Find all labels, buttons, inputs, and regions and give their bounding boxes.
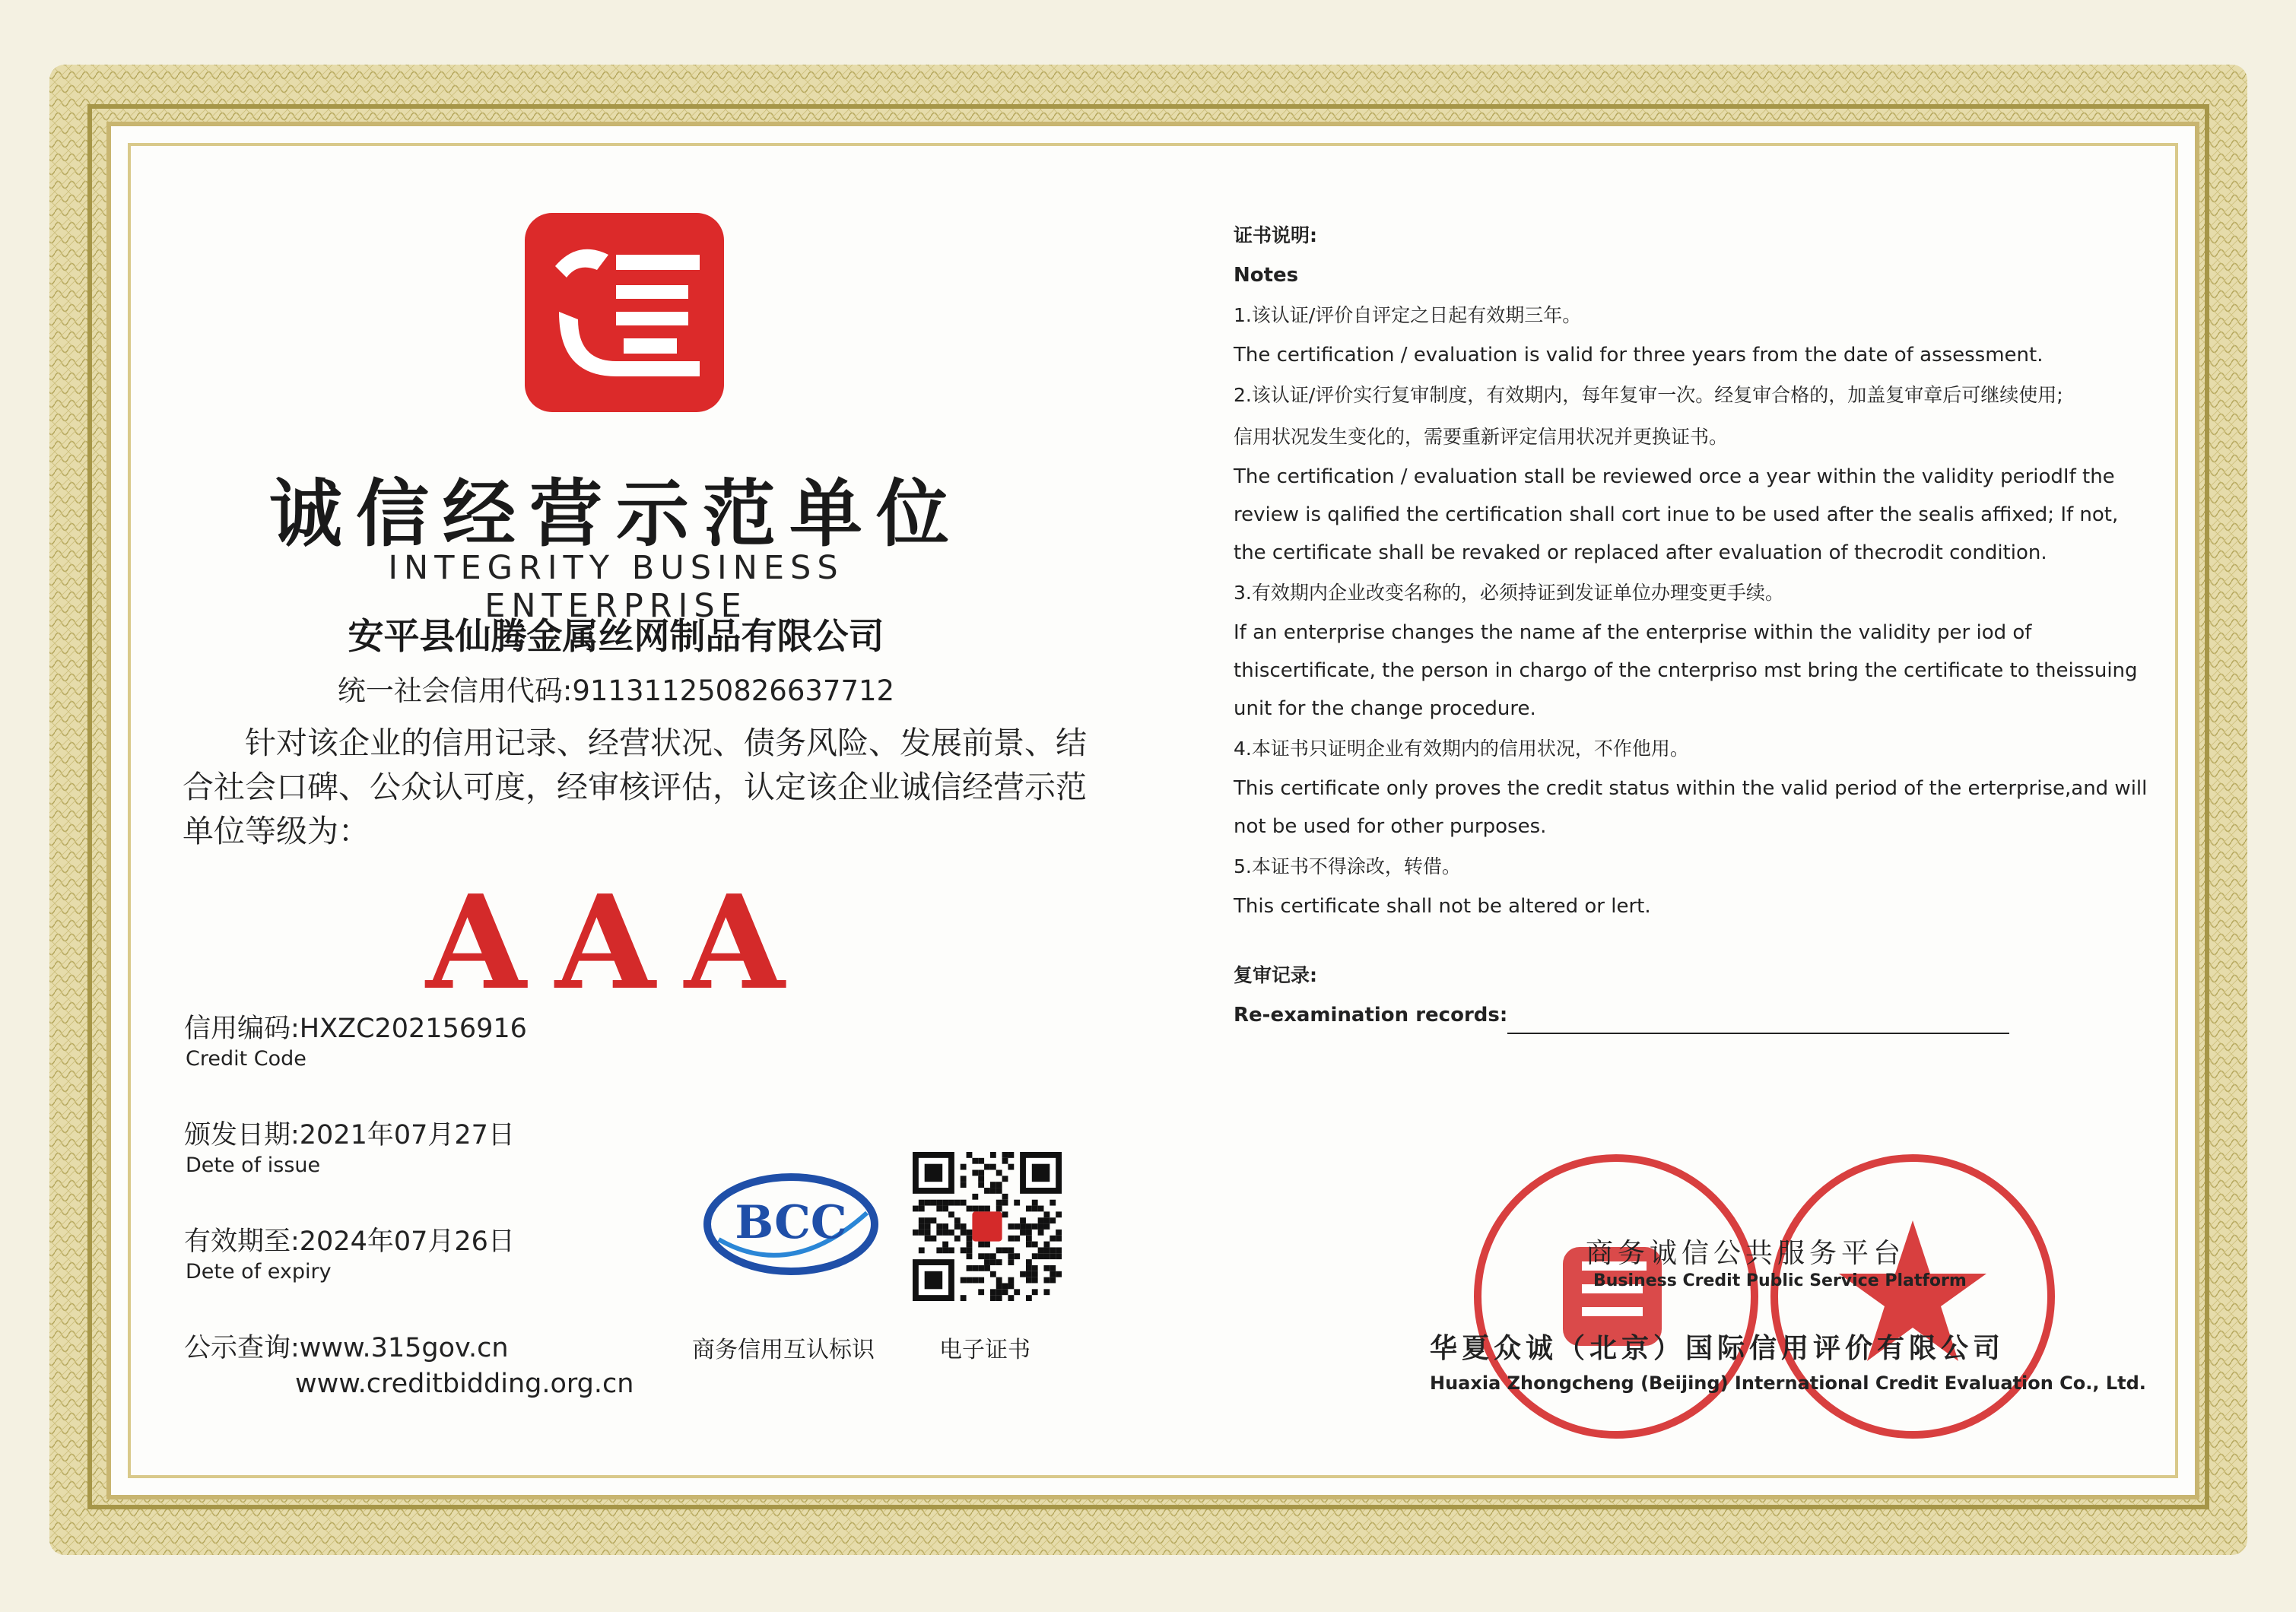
issuer-seal-icon bbox=[1764, 1148, 2061, 1445]
notes-heading-en: Notes bbox=[1234, 264, 1299, 287]
issuer-name-cn: 华夏众诚（北京）国际信用评价有限公司 bbox=[1430, 1333, 2005, 1364]
credit-grade: AAA bbox=[426, 867, 814, 1019]
note-2-en-a: The certification / evaluation stall be reviewed orce a year within the validity periodIf the bbox=[1234, 465, 2115, 488]
query-site-1: 公示查询:www.315gov.cn bbox=[184, 1333, 509, 1363]
reexam-heading-en: Re-examination records: bbox=[1234, 1004, 1508, 1027]
expiry-date-value: 有效期至:2024年07月26日 bbox=[184, 1226, 515, 1257]
note-2-cn-a: 2.该认证/评价实行复审制度，有效期内，每年复审一次。经复审合格的，加盖复审章后可继续使用; bbox=[1234, 384, 2063, 406]
note-1-cn: 1.该认证/评价自评定之日起有效期三年。 bbox=[1234, 304, 1582, 326]
note-3-cn: 3.有效期内企业改变名称的，必须持证到发证单位办理变更手续。 bbox=[1234, 582, 1784, 604]
reexam-heading-cn: 复审记录: bbox=[1234, 964, 1317, 986]
issue-date-value: 颁发日期:2021年07月27日 bbox=[184, 1120, 515, 1150]
bcc-logo-text: BCC bbox=[735, 1196, 847, 1249]
issue-date-label-en: Dete of issue bbox=[186, 1153, 321, 1177]
certificate-title-cn: 诚信经营示范单位 bbox=[269, 471, 963, 557]
credit-logo-icon bbox=[525, 213, 724, 412]
note-3-en-c: unit for the change procedure. bbox=[1234, 697, 1536, 720]
note-2-en-b: review is qalified the certification shall cort inue to be used after the sealis affixed; If not, bbox=[1234, 503, 2119, 526]
note-3-en-b: thiscertificate, the person in chargo of the cnterpriso mst bring the certificate to theissuing bbox=[1234, 659, 2138, 682]
notes-heading-cn: 证书说明: bbox=[1234, 224, 1317, 246]
credit-code-value: 信用编码:HXZC202156916 bbox=[184, 1014, 527, 1044]
reexam-line-row bbox=[1234, 996, 2131, 1034]
note-1-en: The certification / evaluation is valid for three years from the date of assessment. bbox=[1234, 344, 2044, 367]
query-site-2: www.creditbidding.org.cn bbox=[295, 1369, 634, 1399]
note-5-cn: 5.本证书不得涂改，转借。 bbox=[1234, 855, 1461, 877]
note-2-cn-b: 信用状况发生变化的，需要重新评定信用状况并更换证书。 bbox=[1234, 426, 1729, 448]
company-name: 安平县仙腾金属丝网制品有限公司 bbox=[348, 616, 884, 658]
note-4-cn: 4.本证书只证明企业有效期内的信用状况，不作他用。 bbox=[1234, 738, 1689, 760]
note-2-en-c: the certificate shall be revaked or replaced after evaluation of thecrodit condition. bbox=[1234, 541, 2047, 564]
qr-code-icon bbox=[913, 1152, 1062, 1301]
bcc-logo-icon bbox=[703, 1167, 878, 1281]
qr-caption: 电子证书 bbox=[939, 1337, 1031, 1363]
platform-seal-icon bbox=[1468, 1148, 1764, 1445]
bcc-caption: 商务信用互认标识 bbox=[692, 1337, 875, 1363]
credit-code-label-en: Credit Code bbox=[186, 1047, 306, 1071]
certificate-title-en: INTEGRITY BUSINESS ENTERPRISE bbox=[388, 549, 844, 625]
note-5-en: This certificate shall not be altered or lert. bbox=[1234, 895, 1651, 918]
note-4-en-b: not be used for other purposes. bbox=[1234, 815, 1547, 838]
notes-section bbox=[1234, 214, 2148, 1034]
note-3-en-a: If an enterprise changes the name af the enterprise within the validity per iod of bbox=[1234, 621, 2032, 644]
reexam-blank-line bbox=[1507, 1010, 2009, 1034]
expiry-date-label-en: Dete of expiry bbox=[186, 1260, 332, 1284]
issuer-name-en: Huaxia Zhongcheng (Beijing) International Credit Evaluation Co., Ltd. bbox=[1430, 1372, 2146, 1394]
platform-name-cn: 商务诚信公共服务平台 bbox=[1586, 1238, 1906, 1269]
unified-credit-code: 统一社会信用代码:911311250826637712 bbox=[337, 674, 895, 707]
platform-name-en: Business Credit Public Service Platform bbox=[1593, 1271, 1967, 1290]
note-4-en-a: This certificate only proves the credit status within the valid period of the erterprise,and will bbox=[1234, 777, 2148, 800]
assessment-paragraph: 针对该企业的信用记录、经营状况、债务风险、发展前景、结合社会口碑、公众认可度，经审核评估，认定该企业诚信经营示范单位等级为： bbox=[183, 725, 1087, 849]
